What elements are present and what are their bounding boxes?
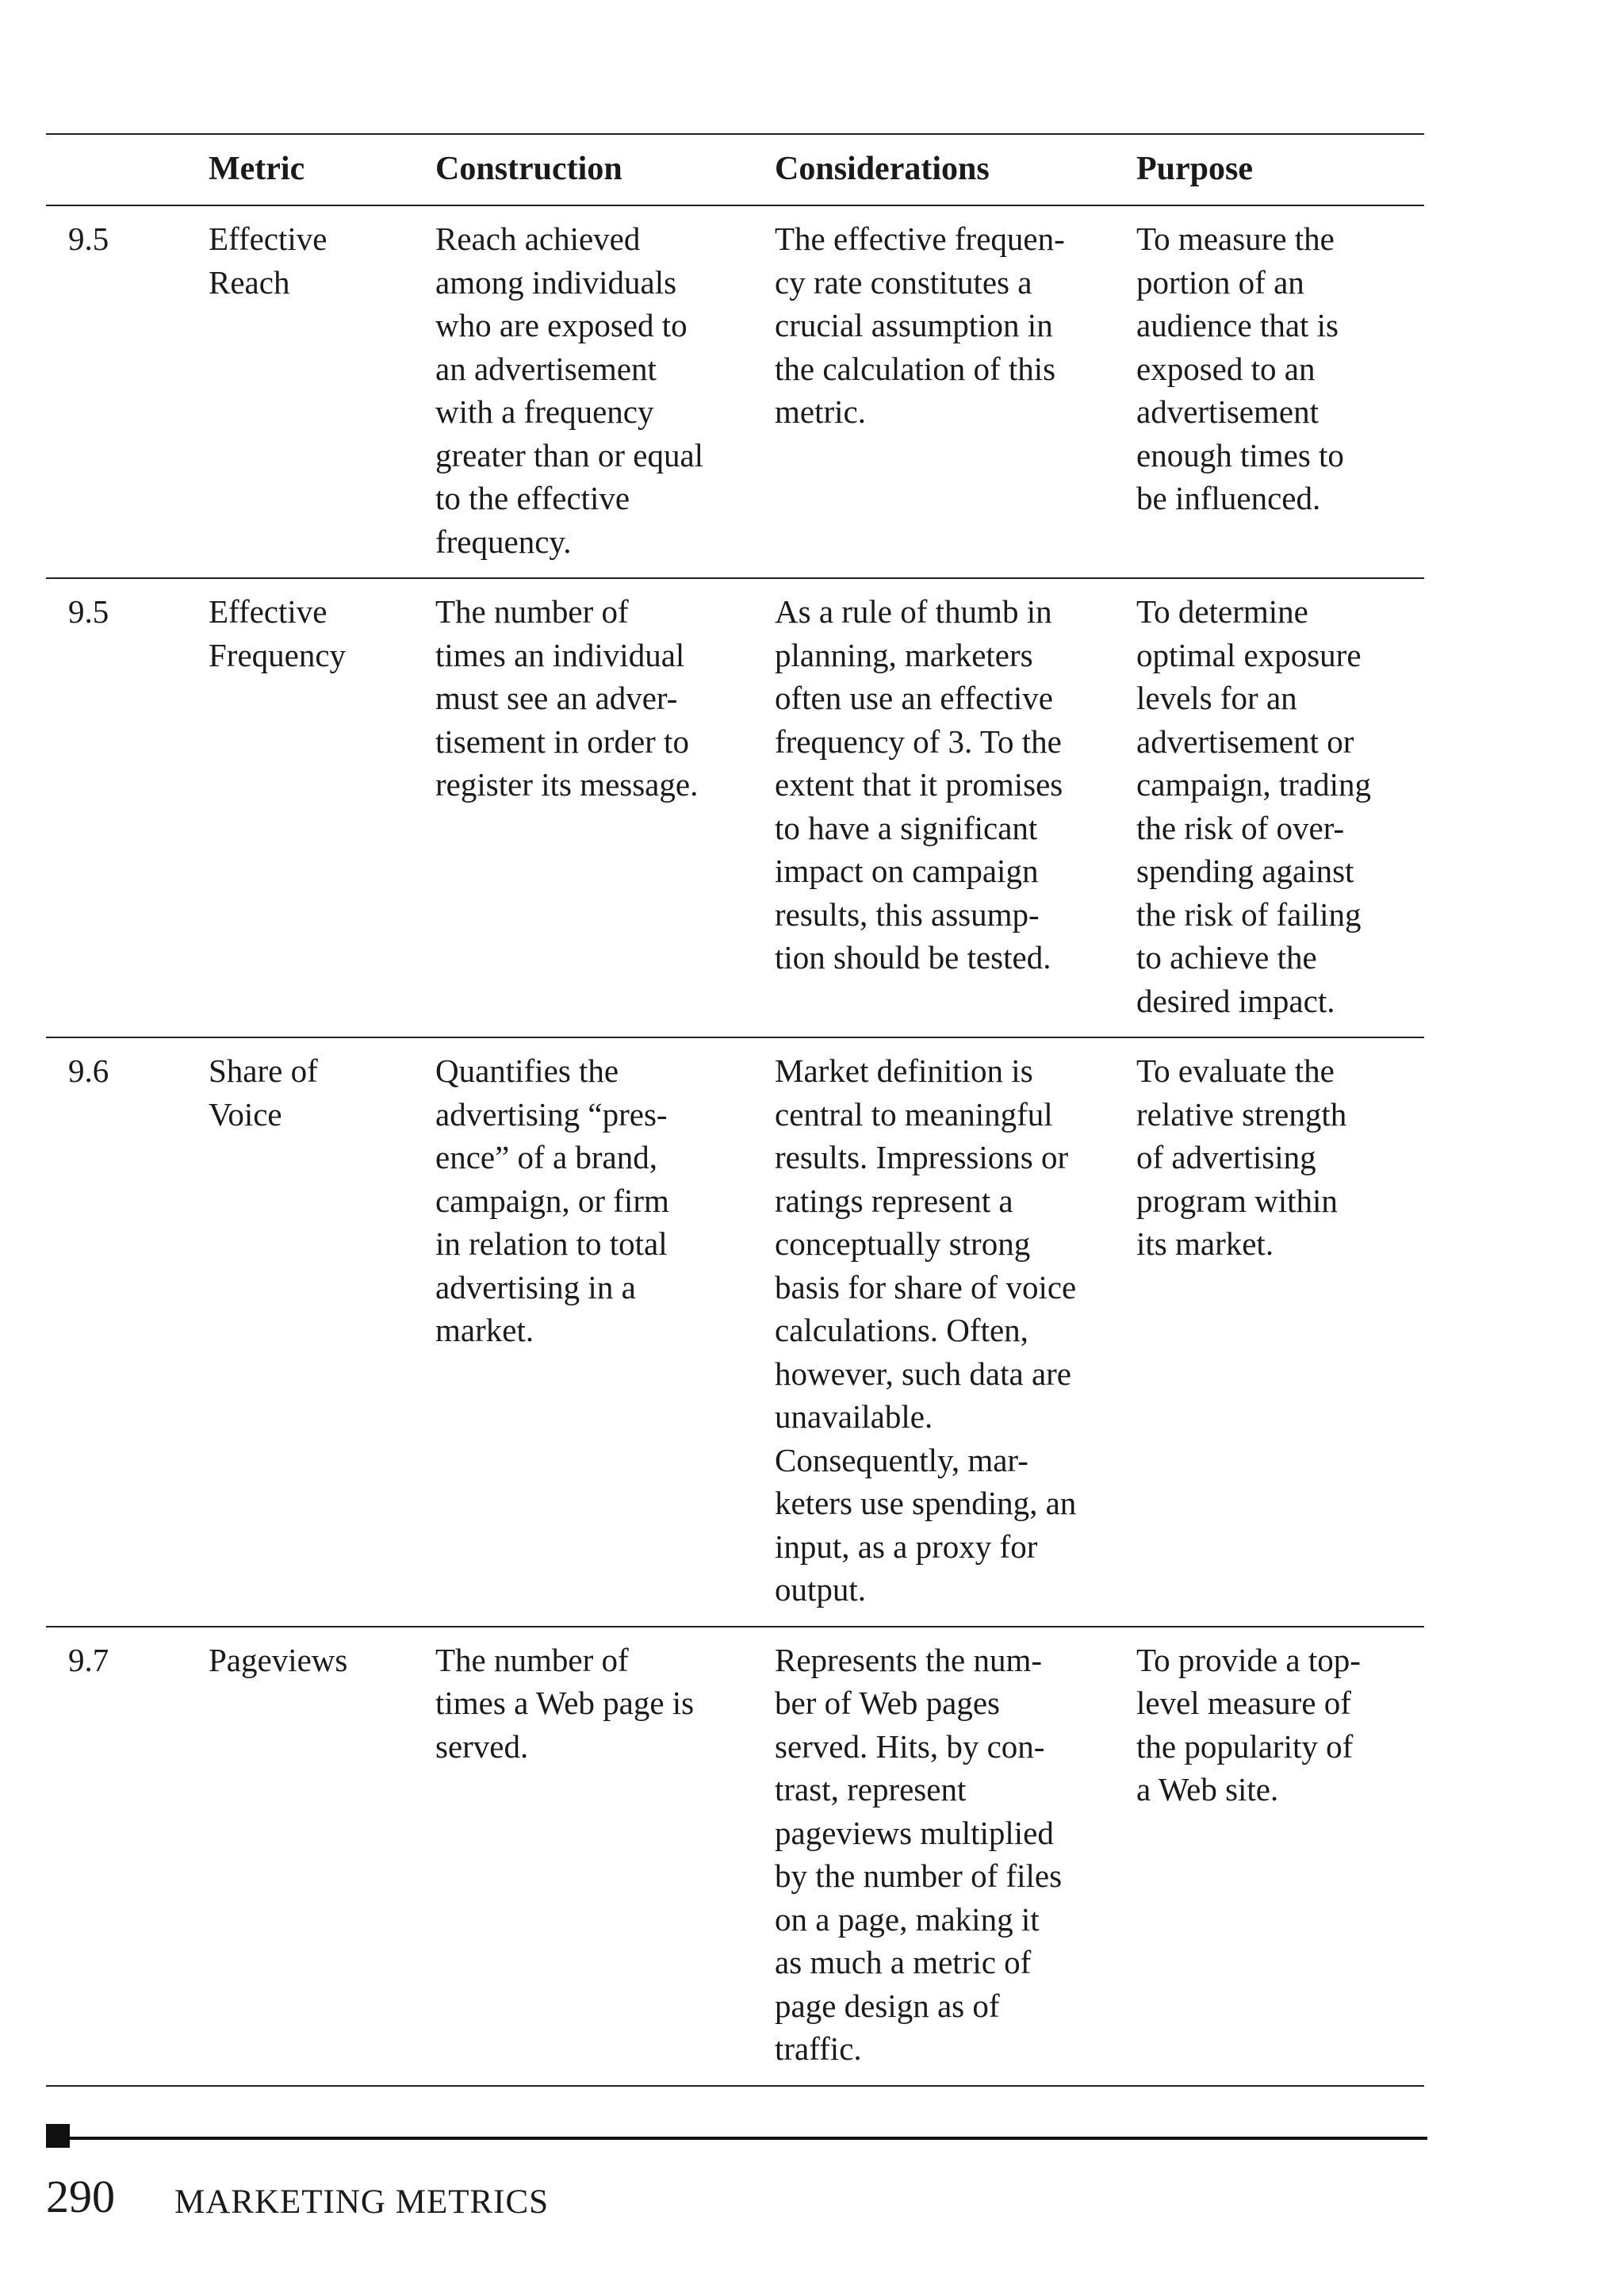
- header-number: [46, 134, 186, 205]
- table-row: [46, 1037, 1424, 1627]
- row-construction: Reach achieved among individuals who are exposed to an advertisement with a frequency greater than or equal to the effective frequency.: [435, 220, 704, 560]
- running-head: MARKETING METRICS: [174, 2183, 550, 2221]
- header-metric: Metric: [209, 151, 305, 187]
- header-purpose: Purpose: [1136, 151, 1253, 187]
- row-purpose: To determine optimal exposure levels for an advertisement or campaign, trading the risk of over- spending against the risk of failing to achieve the desired impact.: [1136, 593, 1372, 1019]
- metrics-table: [46, 133, 1424, 2087]
- row-considerations: Market definition is central to meaningful results. Impressions or ratings represent a conceptually strong basis for share of voice calculations. Often, however, such data are unavailable. Consequently, mar- keters use spending, an input, as a proxy for output.: [775, 1052, 1077, 1608]
- row-metric: Effective Frequency: [209, 593, 347, 673]
- row-construction: The number of times an individual must see an adver- tisement in order to register its message.: [435, 593, 699, 803]
- row-metric: Share of Voice: [209, 1052, 318, 1133]
- table-row: [46, 1627, 1424, 2086]
- header-row: [46, 134, 1424, 205]
- table-body: [46, 205, 1424, 2086]
- row-considerations: Represents the num- ber of Web pages served. Hits, by con- trast, represent pageviews multiplied by the number of files on a page, making it as much a metric of page design as of traffic.: [775, 1641, 1063, 2067]
- footer-square-marker: [46, 2124, 70, 2148]
- header-construction: Construction: [435, 151, 622, 187]
- row-number: 9.7: [68, 1641, 109, 1678]
- row-purpose: To evaluate the relative strength of advertising program within its market.: [1136, 1052, 1347, 1262]
- row-purpose: To provide a top- level measure of the popularity of a Web site.: [1136, 1641, 1361, 1808]
- row-number: 9.5: [68, 220, 109, 257]
- row-construction: The number of times a Web page is served.: [435, 1641, 695, 1765]
- table-row: [46, 578, 1424, 1037]
- table-header: [46, 134, 1424, 205]
- page-number: 290: [46, 2171, 115, 2222]
- row-purpose: To measure the portion of an audience that is exposed to an advertisement enough times to be influenced.: [1136, 220, 1344, 516]
- row-metric: Effective Reach: [209, 220, 327, 301]
- metrics-table-container: [46, 133, 1424, 2087]
- row-considerations: The effective frequen- cy rate constitutes a crucial assumption in the calculation of this metric.: [775, 220, 1065, 430]
- table-row: [46, 205, 1424, 578]
- row-number: 9.6: [68, 1052, 109, 1089]
- row-metric: Pageviews: [209, 1641, 348, 1678]
- row-number: 9.5: [68, 593, 109, 630]
- footer-rule: [46, 2137, 1427, 2140]
- row-construction: Quantifies the advertising “pres- ence” of a brand, campaign, or firm in relation to total advertising in a market.: [435, 1052, 669, 1348]
- header-considerations: Considerations: [775, 151, 990, 187]
- row-considerations: As a rule of thumb in planning, marketers often use an effective frequency of 3. To the extent that it promises to have a significant impact on campaign results, this assump- tion should be tested.: [775, 593, 1063, 976]
